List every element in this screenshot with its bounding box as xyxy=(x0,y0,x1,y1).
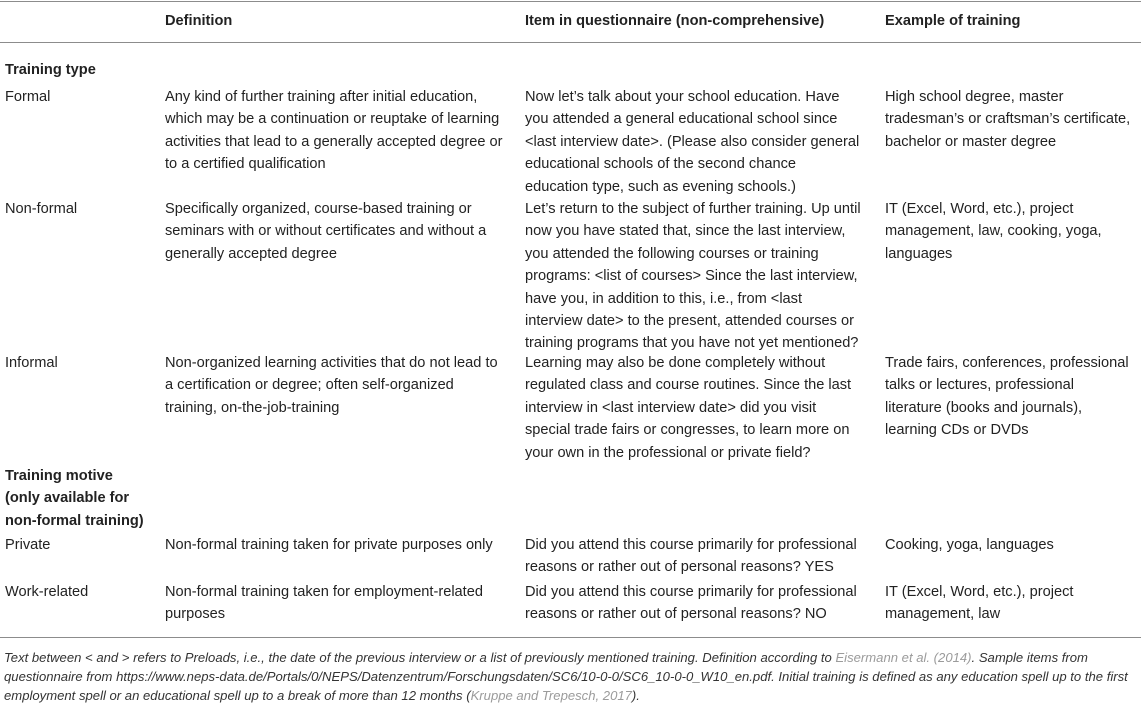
text-line: education type, such as evening schools.) xyxy=(525,178,796,195)
text-line: reasons or rather out of personal reasons? NO xyxy=(525,606,827,623)
example-cell xyxy=(885,86,1141,153)
text-line: Cooking, yoga, languages xyxy=(885,537,1054,553)
text-line: to a certified qualification xyxy=(165,156,326,173)
text-line: Trade fairs, conferences, professional xyxy=(885,355,1129,371)
definition-cell xyxy=(165,86,515,176)
questionnaire-item-cell xyxy=(525,581,880,626)
text-line: training, on-the-job-training xyxy=(165,399,340,416)
example-cell xyxy=(885,534,1141,556)
text-line: now you have stated that, since the last interview, xyxy=(525,223,846,240)
text-line: regulated class and course routines. Since the last xyxy=(525,377,852,394)
text-line: seminars with or without certificates and without a xyxy=(165,223,487,240)
footnote-text: Text between < and > refers to Preloads, i.e., the date of the previous interview or a list of previously mentioned training. Definition according to xyxy=(4,650,836,665)
text-line: (only available for xyxy=(5,490,130,507)
text-line: which may be a continuation or reuptake of learning xyxy=(165,111,500,128)
footnote-text: ). xyxy=(631,688,640,703)
text-line: Now let’s talk about your school education. Have xyxy=(525,89,840,105)
text-line: Did you attend this course primarily for professional xyxy=(525,584,857,600)
row-label: Informal xyxy=(5,355,58,371)
text-line: educational schools of the second chance xyxy=(525,156,796,173)
text-line: reasons or rather out of personal reasons? YES xyxy=(525,559,834,576)
text-line: Any kind of further training after initial education, xyxy=(165,89,478,105)
text-line: interview in <last interview date> did you visit xyxy=(525,399,817,416)
example-cell xyxy=(885,352,1141,442)
text-line: activities that lead to a generally accepted degree or xyxy=(165,133,503,150)
text-line: have you, in addition to this, i.e., from <last xyxy=(525,290,803,307)
table-bottom-rule xyxy=(0,637,1141,638)
text-line: special trade fairs or congresses, to learn more on xyxy=(525,422,850,439)
row-label: Private xyxy=(5,537,51,553)
text-line: Did you attend this course primarily for professional xyxy=(525,537,857,553)
citation-link-eisermann[interactable]: Eisermann et al. (2014) xyxy=(835,650,972,665)
questionnaire-item-cell xyxy=(525,534,880,579)
text-line: you attended the following courses or training xyxy=(525,245,819,262)
text-line: Non-formal training taken for private purposes only xyxy=(165,537,493,553)
definition-cell xyxy=(165,581,515,626)
text-line: purposes xyxy=(165,606,226,623)
text-line: literature (books and journals), xyxy=(885,399,1083,416)
text-line: Specifically organized, course-based training or xyxy=(165,201,472,217)
text-line: IT (Excel, Word, etc.), project xyxy=(885,584,1074,600)
text-line: High school degree, master xyxy=(885,89,1064,105)
header-item-in-questionnaire: Item in questionnaire (non-comprehensive) xyxy=(525,13,825,29)
text-line: bachelor or master degree xyxy=(885,133,1057,150)
text-line: non-formal training) xyxy=(5,512,144,529)
row-label: Non-formal xyxy=(5,201,78,217)
text-line: learning CDs or DVDs xyxy=(885,422,1029,439)
text-line: Non-formal training taken for employment-related xyxy=(165,584,483,600)
text-line: generally accepted degree xyxy=(165,245,338,262)
example-cell xyxy=(885,581,1141,626)
definition-cell xyxy=(165,352,515,419)
questionnaire-item-cell xyxy=(525,352,880,464)
text-line: Non-organized learning activities that do not lead to xyxy=(165,355,498,371)
definition-cell xyxy=(165,198,515,265)
footnote-text: . Sample items from questionnaire from https://www.neps-data.de/Portals/0/NEPS/Datenzentrum/Forschungsdaten/SC6/10-0-0/SC6_10-0-0_W10_en.pdf. Initial training is defined as any education spell up to the first employment spell or an educational spell up to a break of more than 12 months ( xyxy=(4,650,1128,703)
text-line: talks or lectures, professional xyxy=(885,377,1074,394)
section-training-motive xyxy=(5,465,155,532)
text-line: interview date> to the present, attended courses or xyxy=(525,313,854,330)
row-label: Work-related xyxy=(5,584,89,600)
table-footnote xyxy=(4,648,1142,705)
text-line: IT (Excel, Word, etc.), project xyxy=(885,201,1074,217)
text-line: Learning may also be done completely without xyxy=(525,355,826,371)
questionnaire-item-cell xyxy=(525,198,880,355)
text-line: management, law xyxy=(885,606,1001,623)
text-line: tradesman’s or craftsman’s certificate, xyxy=(885,111,1131,128)
section-training-type: Training type xyxy=(5,62,96,78)
text-line: management, law, cooking, yoga, xyxy=(885,223,1102,240)
header-example-of-training: Example of training xyxy=(885,13,1021,29)
row-label: Formal xyxy=(5,89,51,105)
header-definition: Definition xyxy=(165,13,233,29)
text-line: Training motive xyxy=(5,468,113,484)
text-line: training programs that you have not yet mentioned? xyxy=(525,335,859,352)
text-line: <last interview date>. (Please also consider general xyxy=(525,133,860,150)
header-rule xyxy=(0,42,1141,43)
text-line: you attended a general educational school since xyxy=(525,111,838,128)
table-top-rule xyxy=(0,1,1141,2)
text-line: your own in the professional or private field? xyxy=(525,444,811,461)
text-line: programs: <list of courses> Since the last interview, xyxy=(525,268,858,285)
text-line: languages xyxy=(885,245,953,262)
example-cell xyxy=(885,198,1141,265)
text-line: Let’s return to the subject of further training. Up until xyxy=(525,201,861,217)
definition-cell xyxy=(165,534,515,556)
citation-link-kruppe[interactable]: Kruppe and Trepesch, 2017 xyxy=(470,688,632,703)
questionnaire-item-cell xyxy=(525,86,880,198)
text-line: a certification or degree; often self-organized xyxy=(165,377,454,394)
